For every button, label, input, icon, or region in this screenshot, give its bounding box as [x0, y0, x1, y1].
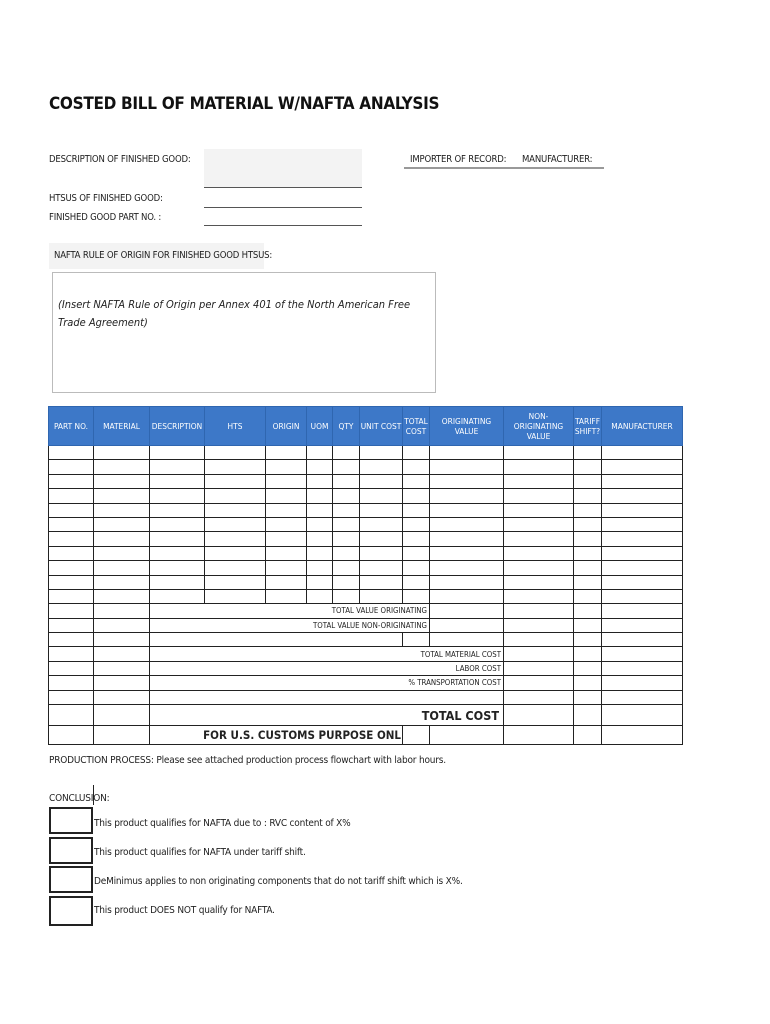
rule-of-origin-heading-text: NAFTA RULE OF ORIGIN FOR FINISHED GOOD HTSUS:	[54, 250, 273, 261]
total-value-non-originating-label: TOTAL VALUE NON-ORIGINATING	[150, 618, 430, 632]
table-row[interactable]	[49, 503, 683, 517]
col-unit-cost: UNIT COST	[360, 407, 403, 446]
part-no-label: FINISHED GOOD PART NO. :	[49, 212, 162, 223]
conclusion-option-not-qualify: This product DOES NOT qualify for NAFTA.	[94, 905, 275, 916]
total-material-cost-row	[49, 647, 683, 661]
col-description: DESCRIPTION	[150, 407, 205, 446]
col-qty: QTY	[333, 407, 360, 446]
total-value-originating-label: TOTAL VALUE ORIGINATING	[150, 604, 430, 618]
conclusion-option-tariff-shift: This product qualifies for NAFTA under tariff shift.	[94, 847, 306, 858]
customs-row	[49, 726, 683, 745]
importer-label: IMPORTER OF RECORD:	[410, 154, 507, 165]
customs-note: FOR U.S. CUSTOMS PURPOSE ONL	[150, 726, 403, 745]
htsus-label: HTSUS OF FINISHED GOOD:	[49, 193, 163, 204]
table-row[interactable]	[49, 690, 683, 704]
col-total-cost: TOTAL COST	[403, 407, 430, 446]
conclusion-option-deminimus: DeMinimus applies to non originating components that do not tariff shift which is X%.	[94, 876, 463, 887]
production-process-text: PRODUCTION PROCESS: Please see attached production process flowchart with labor hours.	[49, 755, 446, 766]
conclusion-option-rvc: This product qualifies for NAFTA due to : RVC content of X%	[94, 818, 351, 829]
total-value-non-originating-row	[49, 618, 683, 632]
col-uom: UOM	[307, 407, 333, 446]
table-row[interactable]	[49, 460, 683, 474]
col-hts: HTS	[205, 407, 266, 446]
col-origin: ORIGIN	[266, 407, 307, 446]
transportation-cost-label: % TRANSPORTATION COST	[150, 676, 504, 690]
col-part-no: PART NO.	[49, 407, 94, 446]
col-non-originating-value: NON-ORIGINATING VALUE	[504, 407, 574, 446]
col-tariff-shift: TARIFF SHIFT?	[574, 407, 602, 446]
description-field[interactable]	[204, 149, 362, 188]
rule-of-origin-box[interactable]	[52, 272, 436, 393]
table-row[interactable]	[49, 489, 683, 503]
labor-cost-label: LABOR COST	[150, 661, 504, 675]
total-value-originating-row	[49, 604, 683, 618]
htsus-field[interactable]	[204, 193, 362, 208]
manufacturer-label: MANUFACTURER:	[522, 154, 593, 165]
table-row[interactable]	[49, 633, 683, 647]
table-row[interactable]	[49, 532, 683, 546]
table-row[interactable]	[49, 546, 683, 560]
description-label: DESCRIPTION OF FINISHED GOOD:	[49, 154, 191, 165]
table-row[interactable]	[49, 589, 683, 603]
table-header-row	[49, 407, 683, 446]
conclusion-checkbox-tariff-shift[interactable]	[49, 837, 93, 864]
conclusion-checkbox-rvc[interactable]	[49, 807, 93, 834]
col-originating-value: ORIGINATING VALUE	[430, 407, 504, 446]
rule-of-origin-placeholder: (Insert NAFTA Rule of Origin per Annex 401 of the North American Free Trade Agreement)	[58, 298, 411, 329]
labor-cost-row	[49, 661, 683, 675]
table-row[interactable]	[49, 446, 683, 460]
conclusion-checkbox-not-qualify[interactable]	[49, 896, 93, 926]
rule-of-origin-heading	[49, 243, 273, 269]
transportation-cost-row	[49, 676, 683, 690]
total-cost-row	[49, 705, 683, 726]
conclusion-divider	[93, 785, 94, 805]
table-row[interactable]	[49, 575, 683, 589]
conclusion-checkbox-deminimus[interactable]	[49, 866, 93, 893]
part-no-field[interactable]	[204, 211, 362, 226]
table-row[interactable]	[49, 517, 683, 531]
conclusion-heading: CONCLUSION:	[49, 793, 110, 804]
col-manufacturer: MANUFACTURER	[602, 407, 683, 446]
bom-table	[48, 406, 683, 745]
table-row[interactable]	[49, 561, 683, 575]
table-row[interactable]	[49, 474, 683, 488]
total-cost-label: TOTAL COST	[150, 705, 504, 726]
page-title: COSTED BILL OF MATERIAL W/NAFTA ANALYSIS	[49, 94, 440, 114]
total-material-cost-label: TOTAL MATERIAL COST	[150, 647, 504, 661]
importer-underline	[404, 167, 604, 169]
col-material: MATERIAL	[94, 407, 150, 446]
